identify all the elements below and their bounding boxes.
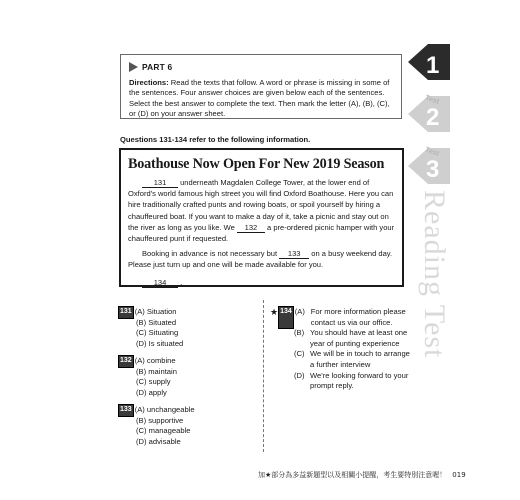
- tab-3-number: 3: [426, 156, 440, 183]
- footer-note: 加★部分為多益新題型以及相關小提醒，考生要特別注意喔！: [258, 471, 447, 479]
- directions-label: Directions:: [129, 77, 169, 87]
- directions-text: [129, 78, 393, 120]
- option-134-d-text[interactable]: We're looking forward to your prompt reply.: [310, 370, 409, 391]
- question-132: [119, 356, 177, 398]
- option-132-b[interactable]: (B) maintain: [136, 366, 177, 376]
- option-134-a-text[interactable]: For more information please contact us via our office.: [310, 307, 406, 327]
- blank-133[interactable]: 133: [279, 249, 309, 259]
- option-133-a[interactable]: (A) unchangeable: [134, 405, 195, 414]
- passage-paragraph-2: [128, 248, 395, 270]
- option-134-c[interactable]: [270, 349, 410, 370]
- tab-test-3[interactable]: [406, 144, 450, 188]
- tab-test-1[interactable]: [406, 40, 450, 84]
- option-134-c-text[interactable]: We will be in touch to arrange a further interview: [310, 349, 410, 369]
- tab-test-2[interactable]: [406, 92, 450, 136]
- passage-box: [119, 148, 404, 287]
- column-divider: [263, 300, 264, 452]
- option-131-d[interactable]: (D) Is situated: [136, 338, 184, 348]
- tab-2-number: 2: [426, 104, 440, 131]
- part-title: PART 6: [142, 62, 173, 72]
- directions-box: [120, 54, 402, 119]
- question-133: [119, 405, 195, 447]
- blank-134[interactable]: 134: [142, 278, 178, 288]
- tab-1-number: 1: [426, 52, 440, 79]
- passage-text-1b: a pre-ordered picnic hamper with your chauffeured punt if requested.: [128, 222, 395, 244]
- question-number-131: 131: [119, 307, 133, 318]
- option-134-c-letter[interactable]: (C): [294, 349, 305, 359]
- option-132-a[interactable]: (A) combine: [134, 356, 176, 365]
- option-132-c[interactable]: (C) supply: [136, 377, 171, 387]
- option-131-b[interactable]: (B) Situated: [136, 317, 177, 327]
- option-134-a-letter[interactable]: (A): [294, 307, 305, 316]
- option-134-b-letter[interactable]: (B): [294, 328, 305, 338]
- tab-1-label: Test: [426, 42, 443, 56]
- question-131-row-a: [119, 307, 183, 318]
- option-133-c[interactable]: (C) manageable: [136, 426, 191, 436]
- passage-text-2a: Booking in advance is not necessary but: [142, 249, 280, 259]
- tab-3-label: Test: [424, 144, 441, 158]
- option-134-b[interactable]: [270, 328, 410, 349]
- question-134-row-a: [270, 307, 410, 328]
- blank-132[interactable]: 132: [237, 223, 265, 233]
- tab-2-label: Test: [424, 92, 441, 106]
- side-title-reading-test: Reading Test: [418, 190, 451, 359]
- question-133-row-a: [119, 405, 195, 416]
- question-number-132: 132: [119, 356, 133, 367]
- option-134-d-letter[interactable]: (D): [294, 370, 305, 380]
- question-134: [270, 307, 410, 392]
- question-number-134: 134: [279, 307, 293, 328]
- passage-paragraph-1: [128, 177, 395, 244]
- directions-body: Read the texts that follow. A word or phrase is missing in some of the sentences. Four answer choices are given below each of the sentences. Select the best answer to complete the text. Then mark the letter (A), (B), (C), or (D) on your answer sheet.: [129, 77, 390, 119]
- passage-text-2b: on a busy weekend day. Please just turn up and one will be made available for you.: [128, 249, 393, 270]
- footer: [258, 470, 466, 480]
- option-132-d[interactable]: (D) apply: [136, 387, 167, 397]
- passage-text-1a: underneath Magdalen College Tower, at the lower end of Oxford's world famous high street you will find Oxford Boathouse. Here you can hire traditionally crafted punts and rowing boats, or spoil yourself by hiring a chauffeured boat. If you want to make a day of it, take a picnic and stay out on the river as long as you like. We: [128, 178, 394, 232]
- star-icon: ★: [270, 307, 279, 317]
- option-133-b[interactable]: (B) supportive: [136, 415, 184, 425]
- question-132-row-a: [119, 356, 177, 367]
- option-131-a[interactable]: (A) Situation: [134, 307, 177, 316]
- option-133-d[interactable]: (D) advisable: [136, 436, 181, 446]
- questions-reference: Questions 131-134 refer to the following information.: [120, 135, 311, 144]
- page-number: 019: [452, 471, 466, 479]
- option-134-d[interactable]: [270, 371, 410, 392]
- passage-title: Boathouse Now Open For New 2019 Season: [128, 156, 385, 172]
- passage-text-3: .: [178, 277, 183, 287]
- question-131: [119, 307, 183, 349]
- part-header: [129, 62, 393, 73]
- question-number-133: 133: [119, 405, 133, 416]
- passage-paragraph-3: [128, 277, 395, 288]
- play-arrow-icon: [129, 62, 138, 72]
- blank-131[interactable]: 131: [142, 178, 178, 188]
- option-131-c[interactable]: (C) Situating: [136, 328, 179, 338]
- option-134-b-text[interactable]: You should have at least one year of punting experience: [310, 328, 408, 348]
